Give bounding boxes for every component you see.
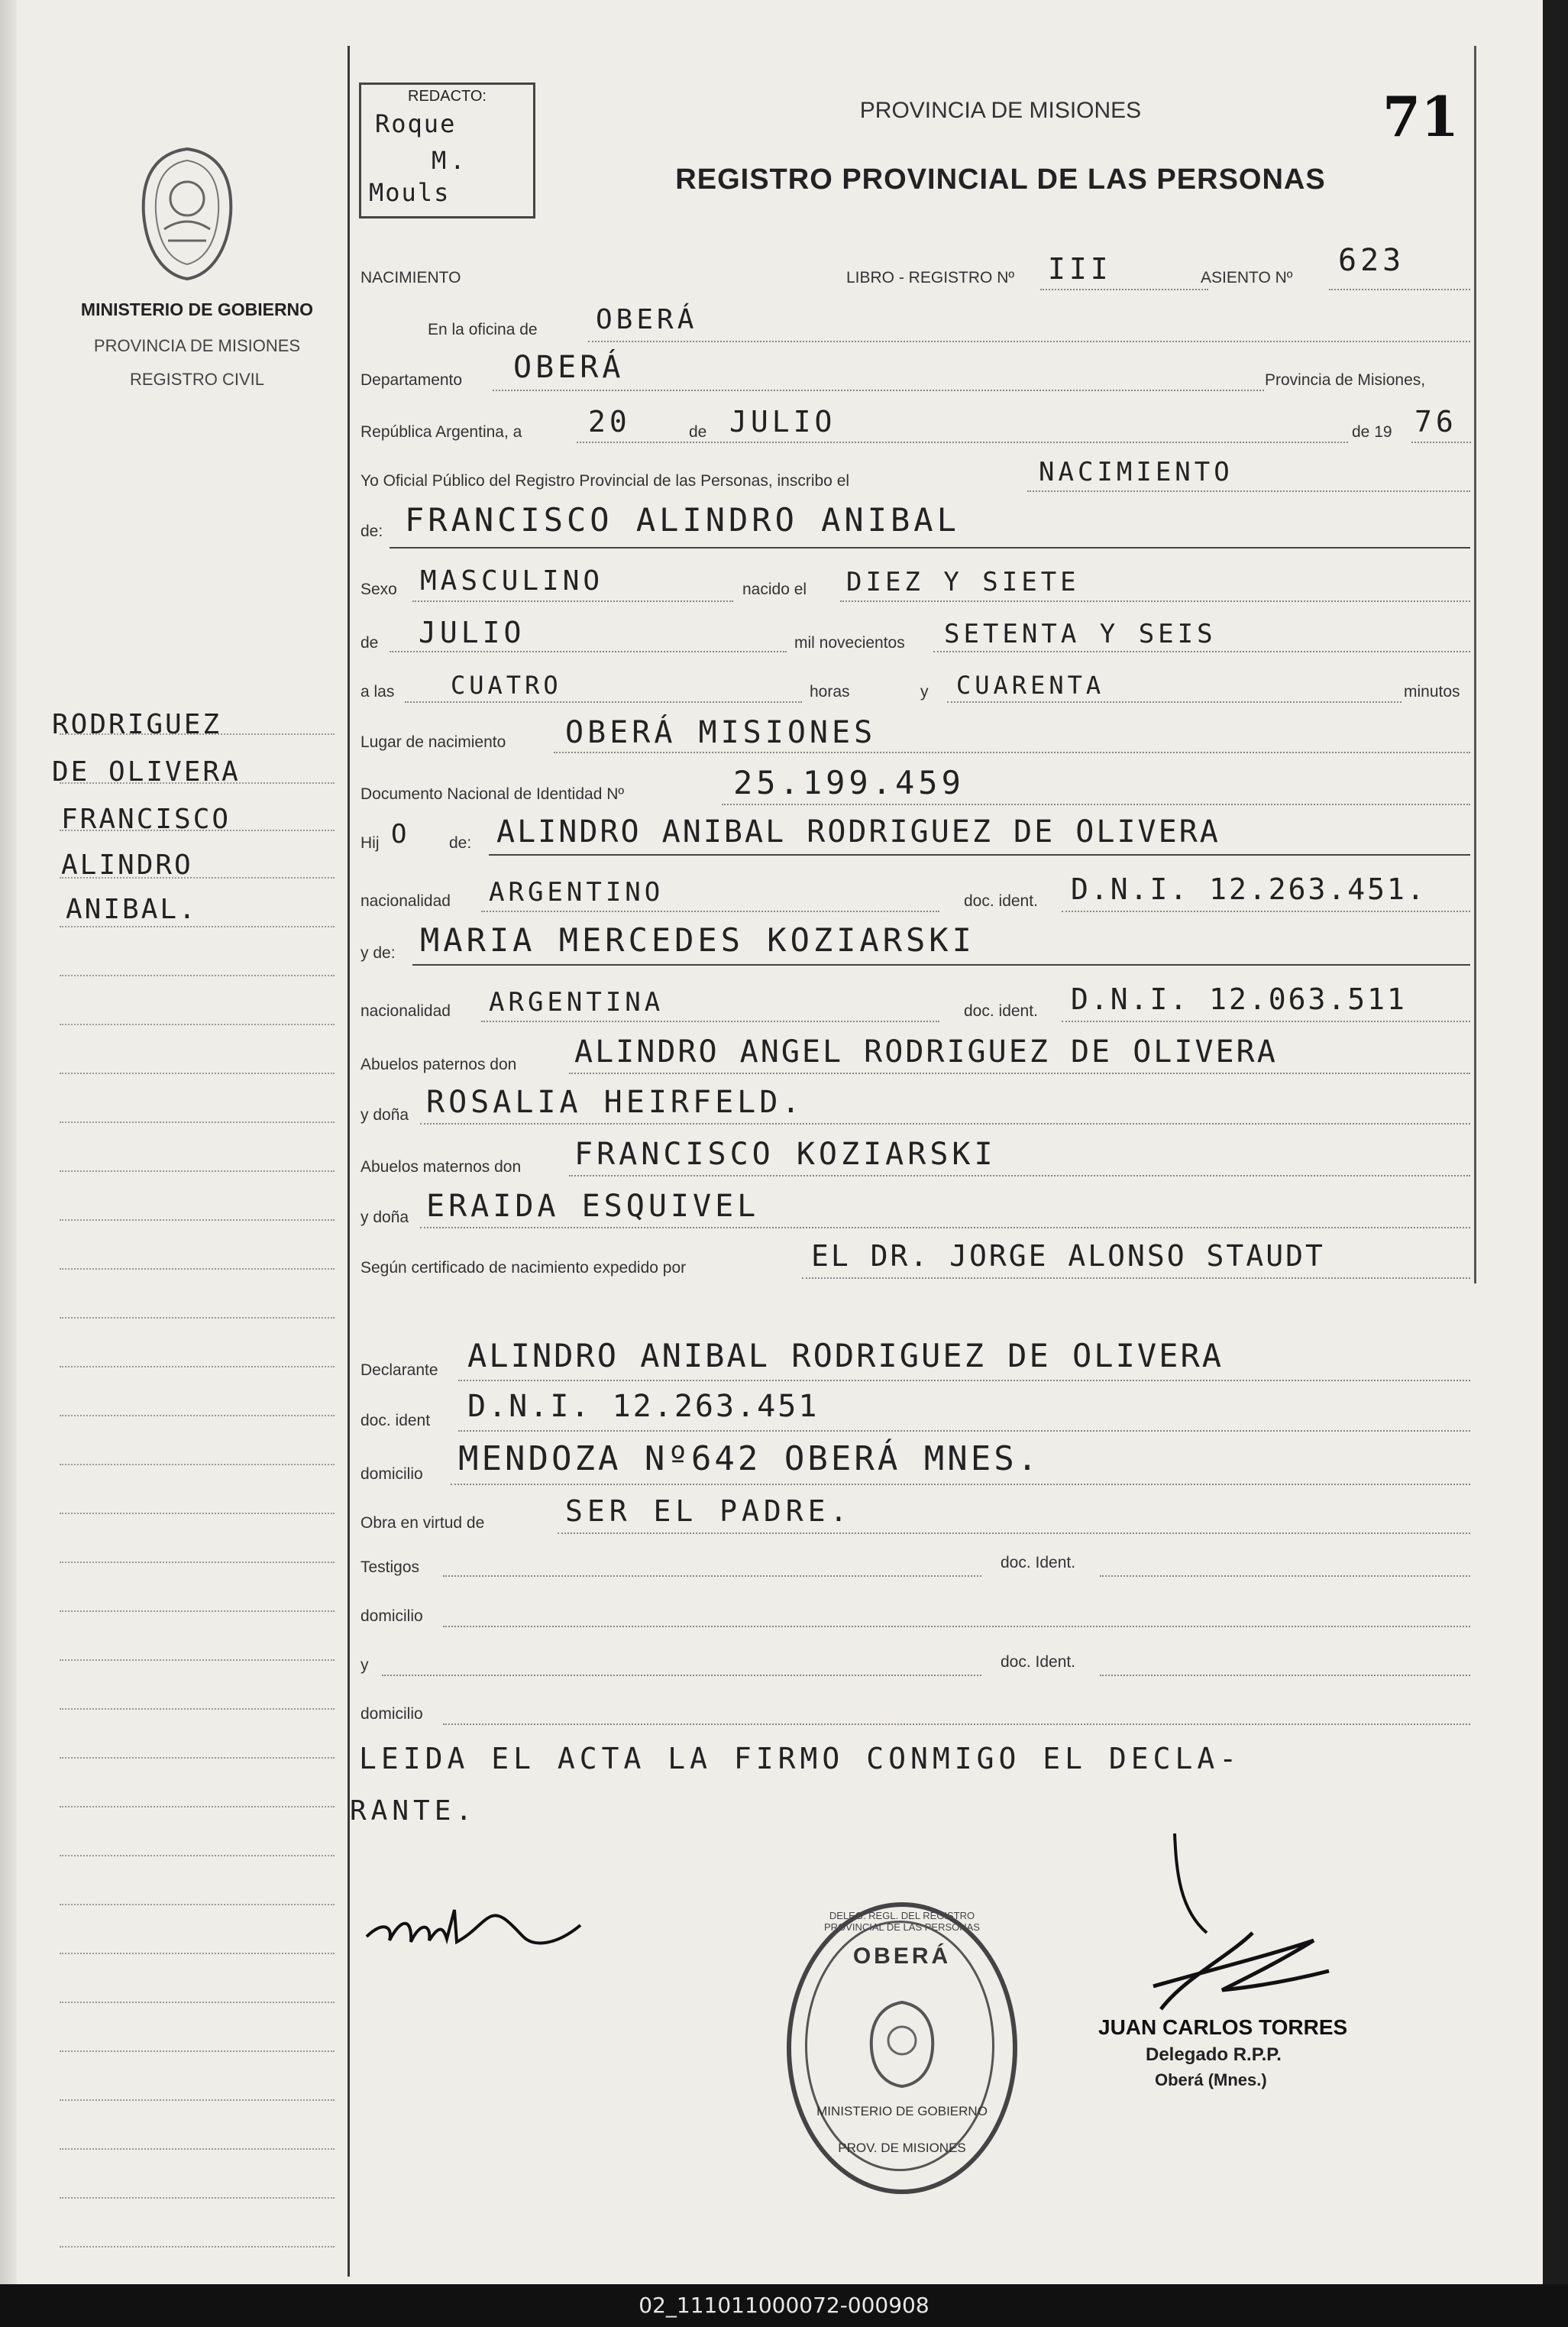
hij-suffix: O xyxy=(391,819,411,850)
margin-note-line-3: FRANCISCO xyxy=(61,804,231,835)
testigos-label: Testigos xyxy=(360,1558,420,1576)
stamp-ring-text: DELEG. REGL. DEL REGISTRO PROVINCIAL DE LAS PERSONAS xyxy=(824,1910,980,1933)
official-stamp xyxy=(787,1902,1017,2194)
abuela-paterna-value: ROSALIA HEIRFELD. xyxy=(426,1085,804,1120)
padre-value: ALINDRO ANIBAL RODRIGUEZ DE OLIVERA xyxy=(496,814,1220,850)
padre-doc-label: doc. ident. xyxy=(964,892,1038,910)
mes-nacimiento-value: JULIO xyxy=(419,616,525,649)
stamp-inner: MINISTERIO DE GOBIERNO xyxy=(816,2104,988,2118)
domicilio-label: domicilio xyxy=(360,1465,423,1483)
declarant-signature xyxy=(359,1879,603,1963)
stamp-bottom: PROV. DE MISIONES xyxy=(838,2141,966,2155)
de-19-label: de 19 xyxy=(1352,423,1392,441)
official-signature xyxy=(1085,1826,1390,2024)
declarante-value: ALINDRO ANIBAL RODRIGUEZ DE OLIVERA xyxy=(467,1337,1224,1374)
yo-oficial-label: Yo Oficial Público del Registro Provincial de las Personas, inscribo el xyxy=(360,472,850,490)
sexo-value: MASCULINO xyxy=(420,565,604,597)
dni-value: 25.199.459 xyxy=(733,764,965,801)
madre-doc-value: D.N.I. 12.063.511 xyxy=(1071,982,1407,1016)
de-mes-label: de xyxy=(360,634,379,652)
provincia-misiones-label: Provincia de Misiones, xyxy=(1265,371,1426,389)
padre-nacionalidad-value: ARGENTINO xyxy=(489,877,664,908)
asiento-value: 623 xyxy=(1338,243,1405,278)
madre-value: MARIA MERCEDES KOZIARSKI xyxy=(420,921,975,959)
stamp-emblem xyxy=(864,1999,940,2090)
de-colon-label: de: xyxy=(360,523,383,540)
official-place: Oberá (Mnes.) xyxy=(1155,2070,1267,2089)
obra-label: Obra en virtud de xyxy=(360,1514,485,1532)
tipo-value: NACIMIENTO xyxy=(1039,457,1233,487)
testigo2-y-label: y xyxy=(360,1656,369,1674)
right-rule xyxy=(1474,46,1476,1283)
segun-certificado-label: Según certificado de nacimiento expedido por xyxy=(360,1259,687,1277)
padre-de-label: de: xyxy=(449,834,472,852)
madre-nacionalidad-value: ARGENTINA xyxy=(489,987,664,1018)
padre-nacionalidad-label: nacionalidad xyxy=(360,892,451,910)
fecha-mes: JULIO xyxy=(729,405,836,439)
oficina-value: OBERÁ xyxy=(596,304,698,335)
coat-of-arms-seal xyxy=(137,145,237,283)
departamento-label: Departamento xyxy=(360,371,463,389)
republica-label: República Argentina, a xyxy=(360,423,522,441)
abuela-materna-label: y doña xyxy=(360,1209,409,1226)
abuelo-paterno-value: ALINDRO ANGEL RODRIGUEZ DE OLIVERA xyxy=(574,1034,1278,1070)
nombre-value: FRANCISCO ALINDRO ANIBAL xyxy=(405,501,960,539)
libro-label: LIBRO - REGISTRO Nº xyxy=(846,269,1015,286)
margin-note-line-2: DE OLIVERA xyxy=(52,756,241,788)
obra-value: SER EL PADRE. xyxy=(565,1494,852,1528)
hora-value: CUATRO xyxy=(451,671,562,700)
oficina-label: En la oficina de xyxy=(428,321,538,338)
declarante-label: Declarante xyxy=(360,1361,438,1379)
abuela-materna-value: ERAIDA ESQUIVEL xyxy=(426,1189,760,1224)
nacido-el-label: nacido el xyxy=(742,581,807,598)
province-label: PROVINCIA DE MISIONES xyxy=(93,336,301,355)
registry-label: REGISTRO CIVIL xyxy=(129,370,265,389)
sexo-label: Sexo xyxy=(360,581,397,598)
abuelo-materno-value: FRANCISCO KOZIARSKI xyxy=(574,1137,997,1172)
abuelos-paternos-label: Abuelos paternos don xyxy=(360,1056,517,1073)
lugar-value: OBERÁ MISIONES xyxy=(565,715,877,750)
testigo1-doc-label: doc. Ident. xyxy=(1001,1554,1076,1571)
minutos-value: CUARENTA xyxy=(956,671,1105,700)
margin-note-line-5: ANIBAL. xyxy=(66,894,198,925)
departamento-value: OBERÁ xyxy=(513,350,625,385)
testigo2-doc-label: doc. Ident. xyxy=(1001,1653,1076,1671)
mil-novecientos-label: mil novecientos xyxy=(794,634,905,652)
redacto-box xyxy=(359,83,535,218)
redacto-name-3: Mouls xyxy=(369,178,451,207)
scan-id-footer: 02_111011000072-000908 xyxy=(0,2284,1568,2327)
page-number: 71 xyxy=(1382,84,1460,149)
madre-doc-label: doc. ident. xyxy=(964,1002,1038,1020)
fecha-dia: 20 xyxy=(588,405,631,439)
hij-label: Hij xyxy=(360,834,380,852)
abuela-paterna-label: y doña xyxy=(360,1106,409,1124)
official-name: JUAN CARLOS TORRES xyxy=(1098,2015,1348,2039)
asiento-label: ASIENTO Nº xyxy=(1201,269,1293,286)
redacto-name-2: M. xyxy=(432,146,469,175)
record-type-label: NACIMIENTO xyxy=(360,269,461,286)
header-title: REGISTRO PROVINCIAL DE LAS PERSONAS xyxy=(675,163,1326,196)
stamp-top: OBERÁ xyxy=(852,1943,952,1969)
ministry-label: MINISTERIO DE GOBIERNO xyxy=(80,299,314,319)
margin-rule xyxy=(348,46,350,2277)
redacto-label: REDACTO: xyxy=(408,88,487,105)
nacido-el-value: DIEZ Y SIETE xyxy=(846,567,1080,597)
a-las-label: a las xyxy=(360,683,395,701)
padre-doc-value: D.N.I. 12.263.451. xyxy=(1071,872,1427,906)
anio-nacimiento-value: SETENTA Y SEIS xyxy=(944,619,1217,649)
minutos-label: minutos xyxy=(1404,683,1460,701)
madre-de-label: y de: xyxy=(360,944,396,962)
declarante-doc-label: doc. ident xyxy=(360,1412,431,1429)
testigo1-domicilio-label: domicilio xyxy=(360,1607,423,1625)
de-label: de xyxy=(689,423,707,441)
certificado-value: EL DR. JORGE ALONSO STAUDT xyxy=(811,1239,1325,1273)
abuelos-maternos-label: Abuelos maternos don xyxy=(360,1158,522,1176)
domicilio-value: MENDOZA Nº642 OBERÁ MNES. xyxy=(458,1439,1041,1478)
libro-value: III xyxy=(1048,252,1112,286)
header-province: PROVINCIA DE MISIONES xyxy=(859,98,1142,123)
margin-note-line-4: ALINDRO xyxy=(61,850,193,881)
horas-label: horas xyxy=(810,683,850,701)
declarante-doc-value: D.N.I. 12.263.451 xyxy=(467,1389,820,1424)
nota-line-2: RANTE. xyxy=(350,1795,477,1827)
madre-nacionalidad-label: nacionalidad xyxy=(360,1002,451,1020)
dni-label: Documento Nacional de Identidad Nº xyxy=(360,785,625,803)
testigo2-domicilio-label: domicilio xyxy=(360,1705,423,1723)
lugar-label: Lugar de nacimiento xyxy=(360,733,506,751)
margin-note-line-1: RODRIGUEZ xyxy=(52,709,222,740)
nota-line-1: LEIDA EL ACTA LA FIRMO CONMIGO EL DECLA- xyxy=(359,1742,1242,1775)
redacto-name-1: Roque xyxy=(375,109,457,138)
book-spine xyxy=(0,0,17,2284)
official-role: Delegado R.P.P. xyxy=(1146,2044,1282,2065)
fecha-anio: 76 xyxy=(1414,405,1457,439)
y-label: y xyxy=(920,683,929,701)
